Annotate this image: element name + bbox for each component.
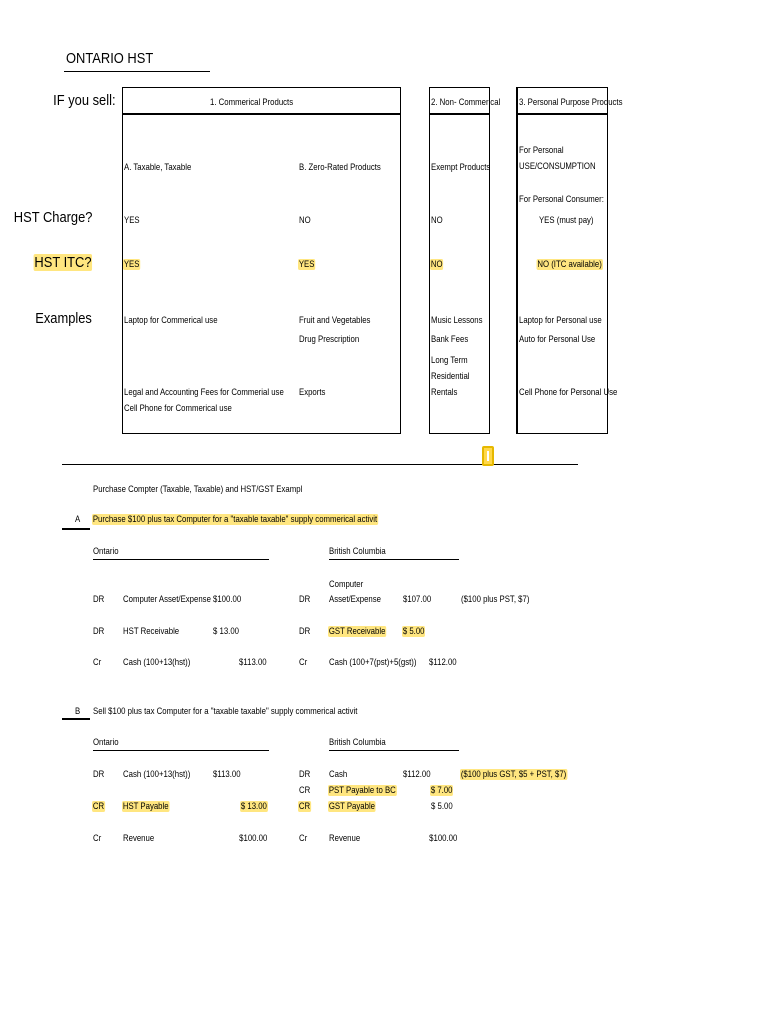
- hst-itc-zero-rated: YES: [298, 259, 315, 270]
- hst-itc-exempt: NO: [430, 259, 443, 270]
- a-bc-row1-drcr: DR: [299, 594, 311, 605]
- a-bc-row3-credit: $112.00: [429, 657, 457, 668]
- example-personal-1: Laptop for Personal use: [519, 315, 602, 326]
- example-personal-2: Auto for Personal Use: [519, 334, 596, 345]
- example-exempt-2: Bank Fees: [431, 334, 469, 345]
- b-ontario-heading: Ontario: [93, 737, 119, 748]
- hst-charge-exempt: NO: [431, 215, 443, 226]
- a-bc-row2-account: GST Receivable: [328, 626, 386, 637]
- example-taxable-1: Laptop for Commerical use: [124, 315, 218, 326]
- example-exempt-3: Long Term: [431, 355, 468, 366]
- b-ontario-underline: [93, 750, 269, 751]
- example-zero-rated-2: Drug Prescription: [299, 334, 360, 345]
- hst-charge-personal: YES (must pay): [539, 215, 594, 226]
- b-bc-row2-amount: $ 7.00: [430, 785, 453, 796]
- section-a-letter: A: [75, 514, 81, 525]
- b-on-row1-account: Cash (100+13(hst)): [123, 769, 191, 780]
- exempt-label: Exempt Products: [431, 162, 491, 173]
- example-exempt-1: Music Lessons: [431, 315, 483, 326]
- hst-itc-personal: NO (ITC available): [537, 259, 603, 270]
- section-b-title: Sell $100 plus tax Computer for a "taxable taxable" supply commerical activit: [93, 706, 358, 717]
- taxable-label: A. Taxable, Taxable: [124, 162, 192, 173]
- hst-itc-taxable: YES: [123, 259, 140, 270]
- b-bc-row4-account: Revenue: [329, 833, 361, 844]
- a-on-row1-drcr: DR: [93, 594, 105, 605]
- b-on-row1-drcr: DR: [93, 769, 105, 780]
- title-underline: [64, 71, 210, 72]
- example-exempt-4: Residential: [431, 371, 470, 382]
- b-bc-row2-drcr: CR: [299, 785, 311, 796]
- b-on-row2-drcr: CR: [92, 801, 105, 812]
- b-bc-row1-account: Cash: [329, 769, 348, 780]
- a-on-row2-account: HST Receivable: [123, 626, 180, 637]
- hst-charge-zero-rated: NO: [299, 215, 311, 226]
- row-label-hst-itc: HST ITC?: [34, 254, 92, 271]
- a-bc-row1-account-2: Asset/Expense: [329, 594, 381, 605]
- commercial-header: 1. Commerical Products: [210, 97, 294, 108]
- b-bc-row4-drcr: Cr: [299, 833, 308, 844]
- example-zero-rated-3: Exports: [299, 387, 326, 398]
- b-bc-row3-amount: $ 5.00: [431, 801, 453, 812]
- a-on-row2-debit: $ 13.00: [213, 626, 239, 637]
- a-on-row1-debit: $100.00: [213, 594, 242, 605]
- b-on-row2-account: HST Payable: [122, 801, 169, 812]
- page-title: ONTARIO HST: [66, 50, 154, 67]
- example-exempt-5: Rentals: [431, 387, 458, 398]
- commercial-box: [122, 87, 401, 434]
- b-on-row3-drcr: Cr: [93, 833, 102, 844]
- a-bc-underline: [329, 559, 459, 560]
- cell-marker[interactable]: [482, 446, 494, 466]
- a-bc-row3-account: Cash (100+7(pst)+5(gst)): [329, 657, 417, 668]
- row-label-hst-charge: HST Charge?: [13, 209, 92, 226]
- section-divider: [62, 464, 578, 465]
- b-bc-heading: British Columbia: [329, 737, 386, 748]
- example-heading: Purchase Compter (Taxable, Taxable) and HST/GST Exampl: [93, 484, 303, 495]
- a-bc-row2-drcr: DR: [299, 626, 311, 637]
- a-bc-row1-note: ($100 plus PST, $7): [461, 594, 530, 605]
- b-bc-row2-account: PST Payable to BC: [328, 785, 396, 796]
- example-taxable-2: Legal and Accounting Fees for Commerial use: [124, 387, 284, 398]
- b-on-row3-credit: $100.00: [238, 833, 267, 844]
- example-taxable-3: Cell Phone for Commerical use: [124, 403, 232, 414]
- b-on-row1-debit: $113.00: [213, 769, 241, 780]
- personal-label-1: For Personal: [519, 145, 564, 156]
- b-bc-row4-amount: $100.00: [428, 833, 457, 844]
- b-on-row3-account: Revenue: [123, 833, 155, 844]
- section-a-underline: [62, 528, 90, 530]
- personal-consumer-label: For Personal Consumer:: [519, 194, 604, 205]
- a-on-row1-account: Computer Asset/Expense: [123, 594, 211, 605]
- hst-charge-taxable: YES: [124, 215, 140, 226]
- personal-box-left-border: [516, 87, 518, 434]
- a-ontario-heading: Ontario: [93, 546, 119, 557]
- b-bc-row1-note: ($100 plus GST, $5 + PST, $7): [460, 769, 567, 780]
- a-bc-heading: British Columbia: [329, 546, 386, 557]
- a-bc-row2-debit: $ 5.00: [402, 626, 425, 637]
- a-bc-row3-drcr: Cr: [299, 657, 308, 668]
- personal-label-2: USE/CONSUMPTION: [519, 161, 596, 172]
- b-bc-row1-amount: $112.00: [403, 769, 431, 780]
- b-on-row2-credit: $ 13.00: [241, 801, 268, 812]
- row-label-if-you-sell: IF you sell:: [53, 92, 116, 109]
- section-b-underline: [62, 718, 90, 720]
- non-commercial-header-divider: [429, 113, 490, 115]
- a-bc-row1-account-1: Computer: [329, 579, 364, 590]
- b-bc-row1-drcr: DR: [299, 769, 311, 780]
- a-ontario-underline: [93, 559, 269, 560]
- zero-rated-label: B. Zero-Rated Products: [299, 162, 381, 173]
- a-on-row3-drcr: Cr: [93, 657, 102, 668]
- non-commercial-header: 2. Non- Commerical: [431, 97, 501, 108]
- section-b-letter: B: [75, 706, 81, 717]
- personal-header-divider: [517, 113, 608, 115]
- row-label-examples: Examples: [35, 310, 92, 327]
- section-a-title: Purchase $100 plus tax Computer for a "taxable taxable" supply commerical activit: [92, 514, 378, 525]
- a-on-row3-credit: $113.00: [239, 657, 267, 668]
- example-zero-rated-1: Fruit and Vegetables: [299, 315, 371, 326]
- b-bc-underline: [329, 750, 459, 751]
- example-personal-3: Cell Phone for Personal Use: [519, 387, 618, 398]
- a-on-row2-drcr: DR: [93, 626, 105, 637]
- a-bc-row1-debit: $107.00: [403, 594, 432, 605]
- commercial-header-divider: [122, 113, 401, 115]
- a-on-row3-account: Cash (100+13(hst)): [123, 657, 191, 668]
- personal-header: 3. Personal Purpose Products: [519, 97, 623, 108]
- b-bc-row3-account: GST Payable: [328, 801, 376, 812]
- b-bc-row3-drcr: CR: [298, 801, 311, 812]
